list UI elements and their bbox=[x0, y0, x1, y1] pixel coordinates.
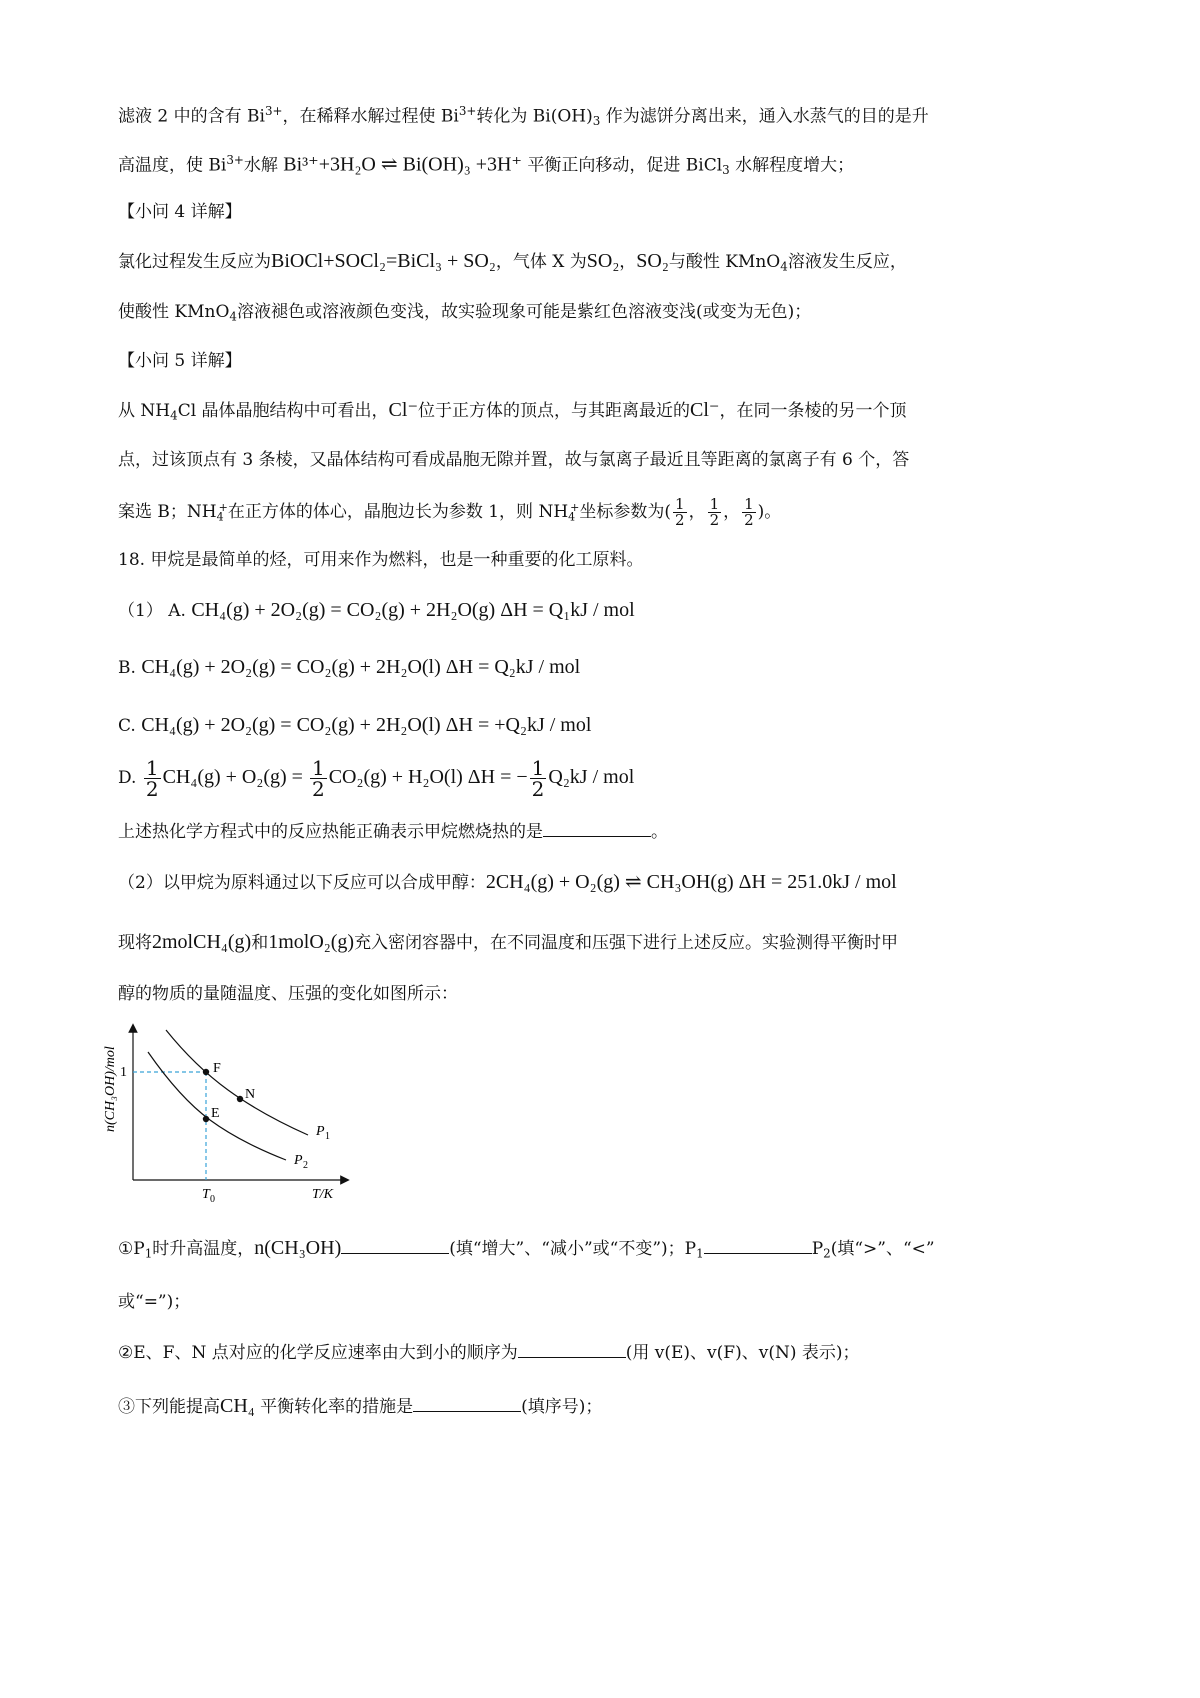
q18-option-a: （1） A. CH₄(g) + 2O₂(g) = CO₂(g) + 2H₂O(g) ΔH = Q₁kJ / mol bbox=[118, 599, 635, 621]
point-f bbox=[203, 1069, 209, 1075]
q18-sub1-question: 上述热化学方程式中的反应热能正确表示甲烷燃烧热的是 。 bbox=[118, 818, 668, 846]
x-axis-label: T/K bbox=[312, 1187, 334, 1202]
y-tick-1: 1 bbox=[120, 1065, 127, 1080]
fraction-half: $\frac{1}{2}$ bbox=[531, 756, 545, 801]
answer-blank-4[interactable] bbox=[518, 1339, 626, 1358]
answer-blank-5[interactable] bbox=[413, 1393, 521, 1412]
methanol-synthesis-equation: 2CH₄(g) + O₂(g) ⇌ CH₃OH(g) ΔH = 251.0kJ / mol bbox=[485, 871, 897, 893]
fraction-half: $\frac{1}{2}$ bbox=[675, 495, 685, 530]
fraction-half: $\frac{1}{2}$ bbox=[311, 756, 325, 801]
label-p1-sub: 1 bbox=[325, 1131, 330, 1142]
curve-p1 bbox=[166, 1030, 308, 1135]
label-f: F bbox=[213, 1061, 221, 1076]
x-tick-t0-sub: 0 bbox=[210, 1194, 215, 1205]
q18-sub2-q2: ②E、F、N 点对应的化学反应速率由大到小的顺序为 (用 v(E)、v(F)、v(N) 表示)； bbox=[118, 1339, 860, 1367]
answer-blank-2[interactable] bbox=[341, 1235, 449, 1254]
x-tick-t0: T bbox=[202, 1187, 210, 1202]
para-bi-line1: 滤液 2 中的含有 $Bi^{3+}$，在稀释水解过程使 $Bi^{3+}$转化为 $Bi(OH)_3$ 作为滤饼分离出来，通入水蒸气的目的是升 bbox=[118, 104, 929, 129]
q18-sub2-intro: （2）以甲烷为原料通过以下反应可以合成甲醇：2CH₄(g) + O₂(g) ⇌ CH₃OH(g) ΔH = 251.0kJ / mol bbox=[118, 871, 897, 893]
answer-blank-3[interactable] bbox=[704, 1235, 812, 1254]
q18-sub2-q1-cont: 或“=”)； bbox=[118, 1292, 191, 1312]
para-bi-line2: 高温度，使 $Bi^{3+}$水解 Bi³⁺+3H₂O ⇌ Bi(OH)₃ +3H⁺ 平衡正向移动，促进 BiCl$_3$ 水解程度增大； bbox=[118, 153, 855, 178]
fraction-half: $\frac{1}{2}$ bbox=[145, 756, 159, 801]
q18-sub2-line2: 现将2molCH₄(g)和1molO₂(g)充入密闭容器中，在不同温度和压强下进行上述反应。实验测得平衡时甲 bbox=[118, 931, 899, 953]
answer-blank-1[interactable] bbox=[543, 818, 651, 837]
heading-q4: 【小问 4 详解】 bbox=[118, 202, 242, 222]
para-q5-line3: 案选 B；$NH_4^+$在正方体的体心，晶胞边长为参数 1，则 $NH_4^+$坐标参数为( $\frac{1}{2}$ ， $\frac{1}{2}$ ， $\frac{1}{2}$ )。 bbox=[118, 495, 782, 530]
point-e bbox=[203, 1116, 209, 1122]
fraction-half: $\frac{1}{2}$ bbox=[709, 495, 720, 530]
q18-option-b: B. CH₄(g) + 2O₂(g) = CO₂(g) + 2H₂O(l) ΔH = Q₂kJ / mol bbox=[118, 656, 581, 678]
q18-sub2-line3: 醇的物质的量随温度、压强的变化如图所示： bbox=[118, 984, 458, 1004]
para-q5-line2: 点，过该顶点有 3 条棱，又晶体结构可看成晶胞无隙并置，故与氯离子最近且等距离的氯离子有 6 个，答 bbox=[118, 450, 910, 470]
heading-q5: 【小问 5 详解】 bbox=[118, 351, 242, 371]
y-axis-label: n(CH₃OH)/mol bbox=[103, 1046, 118, 1132]
q18-sub2-q3: ③下列能提高CH₄ 平衡转化率的措施是 (填序号)； bbox=[118, 1395, 603, 1417]
q18-option-c: C. CH₄(g) + 2O₂(g) = CO₂(g) + 2H₂O(l) ΔH = +Q₂kJ / mol bbox=[118, 714, 592, 736]
label-n: N bbox=[245, 1087, 256, 1102]
label-p2: P bbox=[294, 1153, 303, 1168]
q18-option-d: D. $\frac{1}{2}$ CH₄(g) + O₂(g) = $\frac{1}{2}$ CO₂(g) + H₂O(l) ΔH = − $\frac{1}{2}$ Q₂kJ / mol bbox=[118, 756, 635, 801]
label-p2-sub: 2 bbox=[303, 1160, 308, 1171]
label-p1: P bbox=[316, 1124, 325, 1139]
para-q4-line2: 使酸性 KMnO$_4$溶液褪色或溶液颜色变浅，故实验现象可能是紫红色溶液变浅(或变为无色)； bbox=[118, 302, 812, 324]
fraction-half: $\frac{1}{2}$ bbox=[744, 495, 754, 530]
label-e: E bbox=[211, 1106, 220, 1121]
q18-sub2-q1: $①P_1$时升高温度，n(CH₃OH) (填“增大”、“减小”或“不变”)；$P_1$ $P_2$(填“>”、“<” bbox=[118, 1237, 935, 1261]
q18-intro: 18. 甲烷是最简单的烃，可用来作为燃料，也是一种重要的化工原料。 bbox=[118, 550, 644, 570]
hydrolysis-equation: Bi³⁺+3H₂O ⇌ Bi(OH)₃ +3H⁺ bbox=[283, 153, 522, 176]
point-n bbox=[237, 1096, 243, 1102]
chlorination-equation: BiOCl+SOCl₂=BiCl₃ + SO₂ bbox=[271, 250, 496, 272]
methanol-equilibrium-graph bbox=[100, 1020, 360, 1210]
para-q4-line1: 氯化过程发生反应为BiOCl+SOCl₂=BiCl₃ + SO₂，气体 X 为SO₂，SO₂与酸性 KMnO$_4$溶液发生反应， bbox=[118, 250, 907, 274]
para-q5-line1: 从 $NH_4Cl$ 晶体晶胞结构中可看出，Cl⁻位于正方体的顶点，与其距离最近的Cl⁻，在同一条棱的另一个顶 bbox=[118, 399, 907, 423]
